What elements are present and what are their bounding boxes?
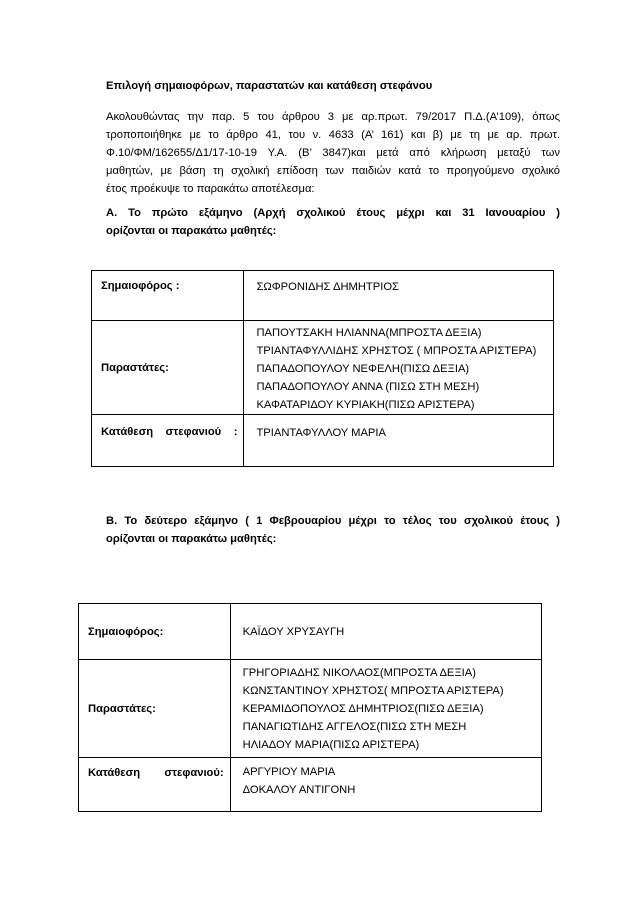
wreath-label-cell [79, 758, 231, 812]
section-a-table [91, 270, 554, 467]
table-row-escorts [79, 660, 542, 758]
section-b-heading-line: ορίζονται οι παρακάτω μαθητές: [106, 533, 277, 545]
flag-bearer-label-cell [79, 604, 231, 660]
escort-name: ΚΑΦΑΤΑΡΙΔΟΥ ΚΥΡΙΑΚΗ(ΠΙΣΩ ΑΡΙΣΤΕΡΑ) [256, 399, 475, 411]
escort-name: ΠΑΠΑΔΟΠΟΥΛΟΥ ΝΕΦΕΛΗ(ΠΙΣΩ ΔΕΞΙΑ) [256, 363, 470, 375]
escorts-label-cell [92, 321, 244, 415]
flag-bearer-name: ΚΑΪΔΟΥ ΧΡΥΣΑΥΓΗ [242, 625, 345, 638]
escort-name: ΗΛΙΑΔΟΥ ΜΑΡΙΑ(ΠΙΣΩ ΑΡΙΣΤΕΡΑ) [242, 739, 420, 751]
wreath-value-cell [230, 758, 541, 812]
flag-bearer-label: Σημαιοφόρος : [101, 280, 180, 292]
wreath-name: ΔΟΚΑΛΟΥ ΑΝΤΙΓΟΝΗ [242, 784, 356, 796]
table-row-flag-bearer [92, 271, 554, 321]
escort-name: ΚΕΡΑΜΙΔΟΠΟΥΛΟΣ ΔΗΜΗΤΡΙΟΣ(ΠΙΣΩ ΔΕΞΙΑ) [242, 703, 484, 715]
table-row-escorts [92, 321, 554, 415]
escort-name: ΠΑΠΟΥΤΣΑΚΗ ΗΛΙΑΝΝΑ(ΜΠΡΟΣΤΑ ΔΕΞΙΑ) [256, 327, 482, 339]
escorts-value-cell [230, 660, 541, 758]
table-row-wreath [79, 758, 542, 812]
wreath-label: Κατάθεση στεφανιού : [101, 426, 238, 438]
wreath-name: ΤΡΙΑΝΤΑΦΥΛΛΟΥ ΜΑΡΙΑ [256, 427, 386, 439]
escorts-label-cell [79, 660, 231, 758]
flag-bearer-value-cell [230, 604, 541, 660]
table-row-flag-bearer [79, 604, 542, 660]
section-b-heading [106, 512, 560, 548]
intro-line: τροποποιήθηκε με το άρθρο 41, του ν. 4633 (Α’ 161) και β) με τη με αρ. πρωτ. [106, 129, 560, 141]
table-row-wreath [92, 415, 554, 467]
flag-bearer-value-cell [244, 271, 554, 321]
flag-bearer-name: ΣΩΦΡΟΝΙΔΗΣ ΔΗΜΗΤΡΙΟΣ [256, 281, 399, 293]
escort-name: ΚΩΝΣΤΑΝΤΙΝΟΥ ΧΡΗΣΤΟΣ( ΜΠΡΟΣΤΑ ΑΡΙΣΤΕΡΑ) [242, 685, 504, 697]
section-a-heading-line: Α. Το πρώτο εξάμηνο (Αρχή σχολικού έτους μέχρι και 31 Ιανουαρίου ) [106, 207, 560, 219]
section-a-heading-line: ορίζονται οι παρακάτω μαθητές: [106, 225, 277, 237]
escort-name: ΠΑΝΑΓΙΩΤΙΔΗΣ ΑΓΓΕΛΟΣ(ΠΙΣΩ ΣΤΗ ΜΕΣΗ [242, 721, 467, 733]
escort-name: ΓΡΗΓΟΡΙΑΔΗΣ ΝΙΚΟΛΑΟΣ(ΜΠΡΟΣΤΑ ΔΕΞΙΑ) [242, 667, 476, 679]
section-b-heading-line: Β. Το δεύτερο εξάμηνο ( 1 Φεβρουαρίου μέχρι το τέλος του σχολικού έτους ) [106, 515, 560, 527]
section-b-table [78, 603, 542, 812]
intro-line: έτος προέκυψε το παρακάτω αποτέλεσμα: [106, 183, 315, 195]
intro-paragraph [106, 108, 560, 198]
intro-line: μαθητών, με βάση τη σχολική επίδοση των παιδιών κατά το προηγούμενο σχολικό [106, 165, 560, 177]
escorts-label: Παραστάτες: [88, 702, 156, 715]
flag-bearer-label: Σημαιοφόρος: [88, 625, 164, 638]
wreath-label-cell [92, 415, 244, 467]
wreath-name: ΑΡΓΥΡΙΟΥ ΜΑΡΙΑ [242, 766, 336, 778]
flag-bearer-label-cell [92, 271, 244, 321]
escort-name: ΤΡΙΑΝΤΑΦΥΛΛΙΔΗΣ ΧΡΗΣΤΟΣ ( ΜΠΡΟΣΤΑ ΑΡΙΣΤΕΡΑ) [256, 345, 537, 357]
escorts-label: Παραστάτες: [101, 361, 169, 374]
wreath-label: Κατάθεση στεφανιού: [88, 767, 224, 779]
escorts-value-cell [244, 321, 554, 415]
intro-line: Φ.10/ΦΜ/162655/Δ1/17-10-19 Υ.Α. (Β’ 3847)και μετά από κλήρωση μεταξύ των [106, 147, 560, 159]
section-a-heading [106, 204, 560, 240]
document-title: Επιλογή σημαιοφόρων, παραστατών και κατάθεση στεφάνου [106, 80, 433, 92]
escort-name: ΠΑΠΑΔΟΠΟΥΛΟΥ ΑΝΝΑ (ΠΙΣΩ ΣΤΗ ΜΕΣΗ) [256, 381, 480, 393]
wreath-value-cell [244, 415, 554, 467]
intro-line: Ακολουθώντας την παρ. 5 του άρθρου 3 με αρ.πρωτ. 79/2017 Π.Δ.(Α’109), όπως [106, 111, 560, 123]
